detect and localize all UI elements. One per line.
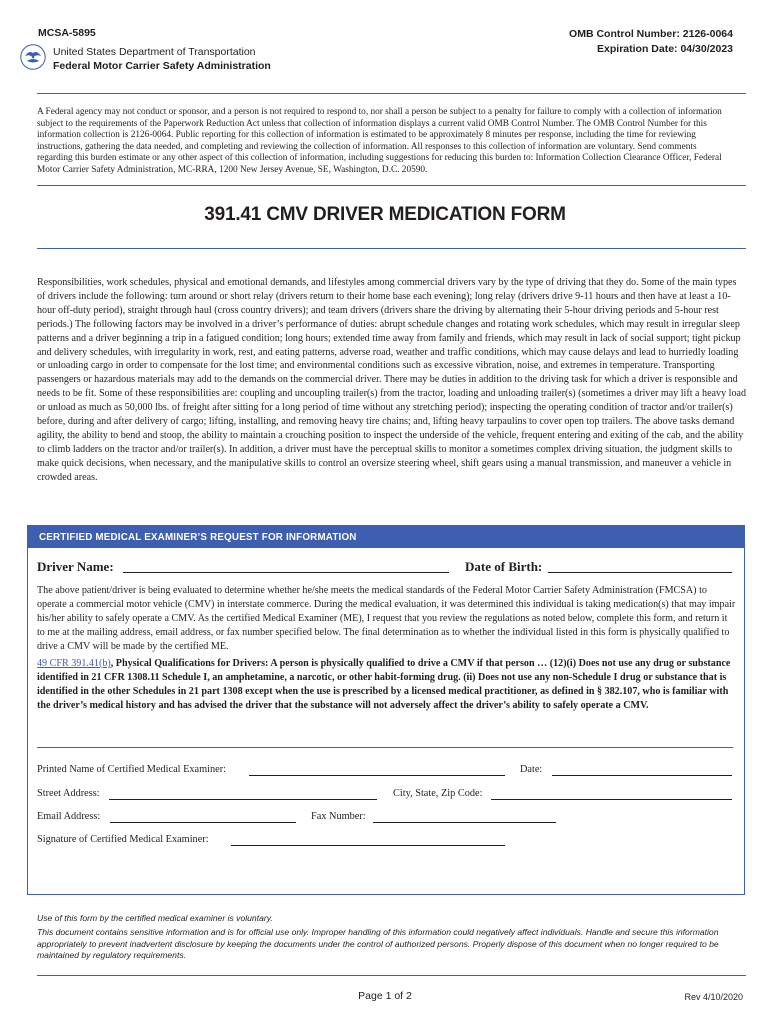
intro-paragraph: Responsibilities, work schedules, physical and emotional demands, and lifestyles among commercial drivers vary by the type of driving that they do. Some of the main types of drivers include the following: turn around or short relay (drivers return to their home base each evening); long relay (drivers drive 9-11 hours and then have at least a 10-hour off-duty period), straight through haul (cross country drivers); and team drivers (drivers share the driving by alternating their 5-hour driving periods and 5-hour rest periods.) The following factors may be involved in a driver’s performance of duties: abrupt schedule changes and rotating work schedules, which may result in irregular sleep patterns and a driver beginning a trip in a fatigued condition; long hours; extended time away from family and friends, which may result in lack of social support; tight pickup and delivery schedules, with irregularity in work, rest, and eating patterns, adverse road, weather and traffic conditions, which may cause delays and lead to hurriedly loading or unloading cargo in order to compensate for the lost time; and environmental conditions such as excessive vibration, noise, and extremes in temperature. Transporting passengers or hazardous materials may add to the demands on the commercial driver. There may be duties in addition to the driving task for which a driver is responsible and needs to be fit. Some of these responsibilities are: coupling and uncoupling trailer(s) from the tractor, loading and unloading trailer(s) (sometimes a driver may lift a heavy load or unload as much as 50,000 lbs. of freight after sitting for a long period of time without any stretching period); inspecting the operating condition of tractor and/or trailer(s) before, during and after delivery of cargo; lifting, installing, and removing heavy tire chains; and, lifting heavy tarpaulins to cover open top trailers. The above tasks demand agility, the ability to bend and stoop, the ability to maintain a crouching position to inspect the underside of the vehicle, frequent entering and exiting of the cab, and the ability to climb ladders on the tractor and/or trailer(s). In addition, a driver must have the perceptual skills to monitor a sometimes complex driving situation, the judgment skills to make quick decisions, when necessary, and the manipulative skills to control an oversize steering wheel, shift gears using a manual transmission, and maneuver a vehicle in crowded areas. [37, 277, 747, 483]
request-section-title: CERTIFIED MEDICAL EXAMINER’S REQUEST FOR INFORMATION [39, 532, 357, 543]
city-state-zip-field[interactable] [491, 799, 732, 800]
date-of-birth-field[interactable] [548, 572, 732, 573]
street-address-label: Street Address: [37, 788, 100, 799]
footer-notice [37, 913, 737, 961]
request-paragraph: The above patient/driver is being evaluated to determine whether he/she meets the medical standards of the Federal Motor Carrier Safety Administration (FMCSA) to operate a commercial motor vehicle (CMV) in interstate commerce. During the medical evaluation, it was determined this individual is taking medication(s) that may impair his/her ability to safely operate a CMV. As the certified Medical Examiner (ME), I request that you review the regulations as noted below, complete this form, and return it to me at the mailing address, email address, or fax number specified below. The final determination as to whether the individual listed in this form is physically qualified to drive a CMV will be made by the certified ME. [37, 585, 736, 652]
form-number: MCSA-5895 [38, 27, 96, 39]
date-of-birth-label: Date of Birth: [465, 559, 543, 574]
request-section-header [28, 526, 744, 548]
regulation-text: , Physical Qualifications for Drivers: A person is physically qualified to drive a CMV if that person … (12)(i) Does not use any drug or substance identified in 21 CFR 1308.11 Schedule I, an amphetamine, a narcotic, or other habit-forming drug. (ii) Does not use any non-Schedule I drug or substance that is identified in the other Schedules in 21 part 1308 except when the use is prescribed by a licensed medical practitioner, as defined in § 382.107, who is familiar with the driver’s medical history and has advised the driver that the substance will not adversely affect the driver’s ability to safely operate a CMV. [37, 658, 731, 711]
header-divider [37, 93, 746, 94]
page-title: 391.41 CMV DRIVER MEDICATION FORM [204, 204, 566, 225]
email-address-field[interactable] [110, 822, 296, 823]
expiration-date: Expiration Date: 04/30/2023 [597, 42, 733, 55]
page-number: Page 1 of 2 [358, 990, 412, 1002]
fax-number-label: Fax Number: [311, 811, 366, 822]
confidentiality-note: This document contains sensitive information and is for official use only. Improper handling of this information could negatively affect individuals. Handle and secure this information appropriately to prevent inadvertent disclosure by keeping the documents under the control of authorized persons. Properly dispose of this document when no longer required to be maintained by regulatory requirements. [37, 927, 719, 960]
email-address-label: Email Address: [37, 811, 101, 822]
title-divider-bottom [37, 248, 746, 249]
voluntary-note: Use of this form by the certified medical examiner is voluntary. [37, 913, 273, 923]
printed-name-label: Printed Name of Certified Medical Examiner: [37, 764, 226, 775]
omb-info [569, 27, 733, 56]
footer-divider [37, 975, 746, 976]
administration-name: Federal Motor Carrier Safety Administration [53, 59, 271, 72]
paperwork-notice: A Federal agency may not conduct or sponsor, and a person is not required to respond to, nor shall a person be subject to a penalty for failure to comply with a collection of information subject to the requirements of the Paperwork Reduction Act unless that collection of information displays a current valid OMB Control Number. The OMB Control Number for this information collection is 2126-0064. Public reporting for this collection of information is estimated to be approximately 8 minutes per response, including the time for reviewing instructions, gathering the data needed, and completing and reviewing the collection of information. All responses to this collection of information are voluntary. Send comments regarding this burden estimate or any other aspect of this collection of information, including suggestions for reducing this burden to: Information Collection Clearance Officer, Federal Motor Carrier Safety Administration, MC-RRA, 1200 New Jersey Avenue, SE, Washington, D.C. 20590. [37, 107, 722, 175]
agency-block [53, 46, 271, 73]
fax-number-field[interactable] [373, 822, 556, 823]
regulation-link[interactable]: 49 CFR 391.41(b) [37, 658, 111, 669]
printed-name-field[interactable] [249, 775, 505, 776]
title-divider-top [37, 185, 746, 186]
regulation-paragraph [37, 657, 742, 713]
signature-field[interactable] [231, 845, 505, 846]
omb-control-number: OMB Control Number: 2126-0064 [569, 28, 733, 40]
driver-name-label: Driver Name: [37, 559, 114, 574]
revision-date: Rev 4/10/2020 [684, 992, 743, 1002]
date-field[interactable] [552, 775, 732, 776]
signature-label: Signature of Certified Medical Examiner: [37, 834, 209, 845]
date-label: Date: [520, 764, 543, 775]
street-address-field[interactable] [109, 799, 377, 800]
department-name: United States Department of Transportation [53, 46, 256, 58]
dot-eagle-logo-icon [20, 44, 46, 70]
city-state-zip-label: City, State, Zip Code: [393, 788, 483, 799]
driver-name-field[interactable] [123, 572, 449, 573]
section-divider [37, 747, 733, 748]
